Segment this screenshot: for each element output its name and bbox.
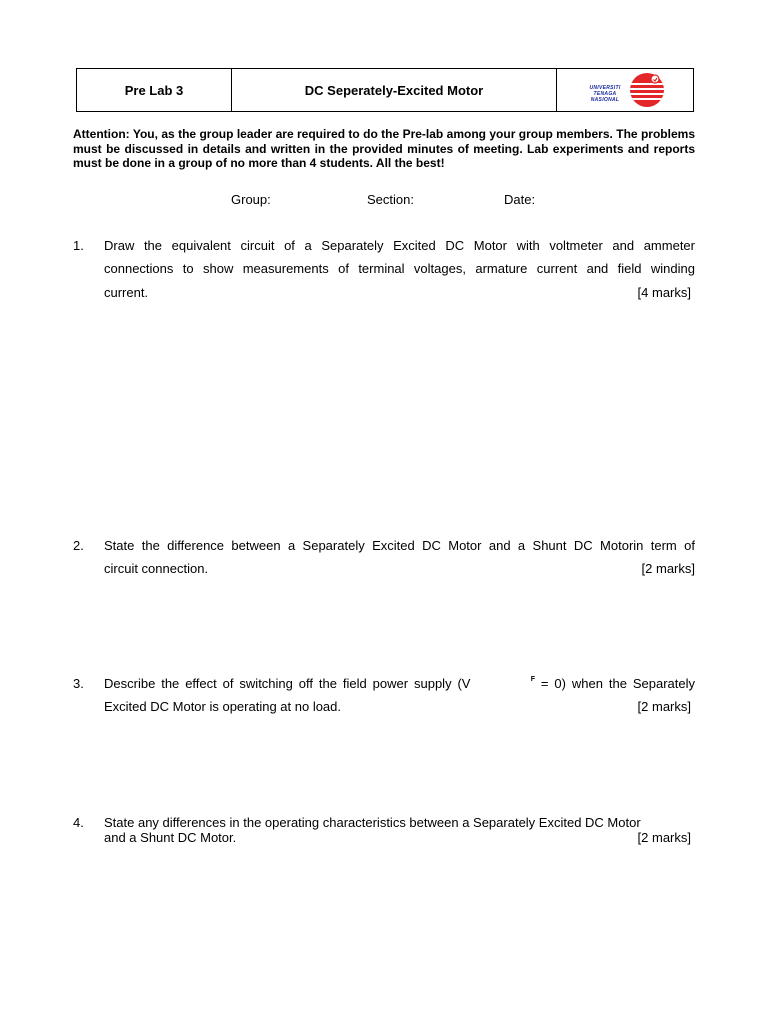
question-number: 1. [73, 238, 84, 253]
question-1 [73, 238, 695, 308]
question-text-line: current. [104, 285, 149, 300]
header-table [76, 68, 694, 112]
section-field-label: Section: [367, 192, 414, 207]
question-3 [73, 676, 695, 722]
group-field-label: Group: [231, 192, 271, 207]
attention-note: Attention: You, as the group leader are required to do the Pre-lab among your group members. The problems must be discussed in details and written in the provided minutes of meeting. Lab experiments and reports must be done in a group of no more than 4 students. All the best! [73, 127, 695, 170]
university-logo [583, 71, 667, 109]
question-text-line: Draw the equivalent circuit of a Separately Excited DC Motor with voltmeter and ammeter [104, 238, 695, 253]
question-marks: [2 marks] [637, 699, 691, 714]
question-text-line: connections to show measurements of terminal voltages, armature current and field winding [104, 261, 695, 276]
question-number: 2. [73, 538, 84, 553]
logo-text-line: NASIONAL [590, 97, 620, 103]
question-text-line: circuit connection. [104, 561, 209, 576]
date-field-label: Date: [504, 192, 536, 207]
question-marks: [4 marks] [637, 285, 691, 300]
question-text-line: State the difference between a Separately Excited DC Motor and a Shunt DC Motorin term of [104, 538, 695, 553]
lab-number: Pre Lab 3 [77, 69, 232, 111]
question-number: 4. [73, 815, 84, 830]
question-text-line: State any differences in the operating characteristics between a Separately Excited DC Motor [104, 815, 641, 830]
question-4 [73, 815, 695, 847]
lab-title: DC Seperately-Excited Motor [232, 69, 557, 111]
question-2 [73, 538, 695, 584]
question-marks: [2 marks] [641, 561, 695, 576]
question-text-part: = 0) when the Separately [534, 676, 695, 691]
logo-emblem-icon [627, 71, 667, 109]
question-text-line [104, 676, 695, 691]
field-voltage-subscript: F [530, 676, 535, 683]
logo-wordmark [583, 85, 627, 103]
question-number: 3. [73, 676, 84, 691]
question-text-line: and a Shunt DC Motor. [104, 830, 237, 845]
question-text-part: Describe the effect of switching off the field power supply (V [104, 676, 471, 691]
question-text-line: Excited DC Motor is operating at no load. [104, 699, 342, 714]
logo-text-line: UNIVERSITI [589, 85, 621, 91]
question-marks: [2 marks] [637, 830, 691, 845]
logo-text-line: TENAGA [593, 91, 617, 97]
logo-cell [557, 69, 693, 111]
